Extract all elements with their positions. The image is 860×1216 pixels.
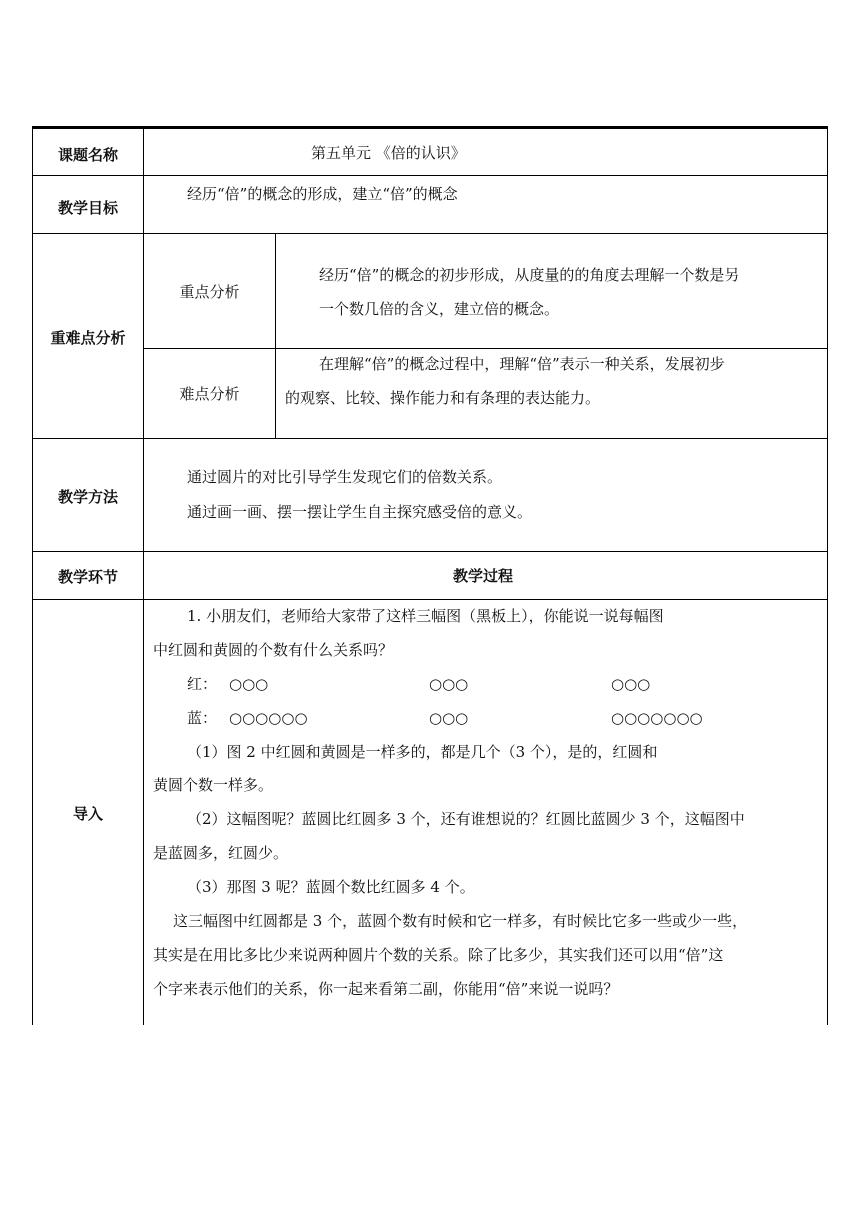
intro-p4-line-1: 这三幅图中红圆都是 3 个，蓝圆个数有时候和它一样多，有时候比它多一些或少一些， [173,912,748,930]
intro-p1-line-2: 黄圆个数一样多。 [153,776,274,794]
course-name-value: 第五单元 《倍的认识》 [311,144,466,162]
row-divider [33,599,827,600]
difficult-point-line-2: 的观察、比较、操作能力和有条理的表达能力。 [285,389,601,407]
red-circles-3: ○○○ [611,675,651,693]
key-difficult-label: 重难点分析 [50,329,126,347]
method-label: 教学方法 [57,488,118,506]
row-divider [33,438,827,439]
process-step-label: 教学环节 [57,568,118,586]
intro-p1-line-1: （1）图 2 中红圆和黄圆是一样多的，都是几个（3 个），是的，红圆和 [187,743,658,761]
blue-circles-3: ○○○○○○○ [611,709,703,727]
key-point-line-1: 经历“倍”的概念的初步形成，从度量的的角度去理解一个数是另 [319,266,740,284]
intro-p4-line-2: 其实是在用比多比少来说两种圆片个数的关系。除了比多少，其实我们还可以用“倍”这 [153,946,724,964]
blue-row-label: 蓝： [187,709,218,727]
blue-circles-2: ○○○ [429,709,469,727]
blue-circles-1: ○○○○○○ [229,709,308,727]
method-line-1: 通过圆片的对比引导学生发现它们的倍数关系。 [187,468,503,486]
column-divider [275,233,276,438]
intro-q1-line-2: 中红圆和黄圆的个数有什么关系吗？ [153,641,394,659]
objective-value: 经历“倍”的概念的形成，建立“倍”的概念 [187,185,458,203]
intro-q1-line-1: 1. 小朋友们，老师给大家带了这样三幅图（黑板上），你能说一说每幅图 [187,607,664,625]
intro-label: 导入 [72,805,103,823]
intro-p4-line-3: 个字来表示他们的关系，你一起来看第二副，你能用“倍”来说一说吗？ [153,980,619,998]
row-divider [144,348,827,349]
red-circles-1: ○○○ [229,675,269,693]
key-point-line-2: 一个数几倍的含义，建立倍的概念。 [319,300,560,318]
objective-label: 教学目标 [57,199,118,217]
intro-p3: （3）那图 3 呢？蓝圆个数比红圆多 4 个。 [187,878,475,896]
difficult-point-line-1: 在理解“倍”的概念过程中，理解“倍”表示一种关系，发展初步 [319,355,725,373]
red-row-label: 红： [187,675,218,693]
process-header: 教学过程 [453,567,514,585]
red-circles-2: ○○○ [429,675,469,693]
row-divider [33,233,827,234]
difficult-point-label: 难点分析 [179,385,240,403]
intro-p2-line-2: 是蓝圆多，红圆少。 [153,844,289,862]
lesson-plan-table [32,126,828,1025]
key-point-label: 重点分析 [179,283,240,301]
course-name-label: 课题名称 [57,146,118,164]
row-divider [33,551,827,552]
method-line-2: 通过画一画、摆一摆让学生自主探究感受倍的意义。 [187,503,533,521]
intro-p2-line-1: （2）这幅图呢？蓝圆比红圆多 3 个，还有谁想说的？红圆比蓝圆少 3 个，这幅图中 [187,810,745,828]
row-divider [33,175,827,176]
column-divider [143,129,144,1025]
